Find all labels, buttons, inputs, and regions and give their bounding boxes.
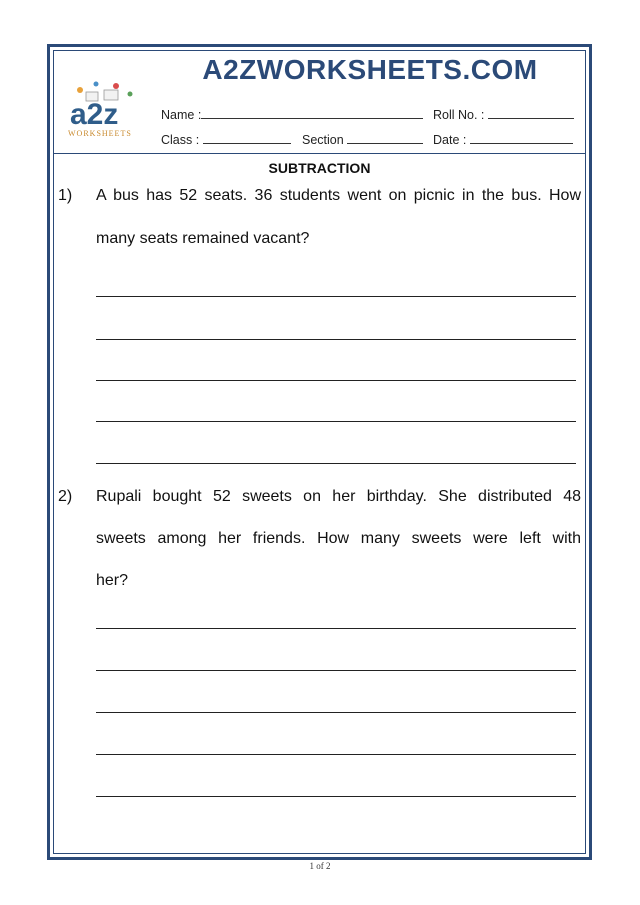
date-field xyxy=(433,131,573,147)
question-1-line-2: many seats remained vacant? xyxy=(96,230,310,247)
date-blank[interactable] xyxy=(470,131,573,144)
class-field xyxy=(161,131,291,147)
date-label: Date : xyxy=(433,133,467,147)
section-field xyxy=(302,131,423,147)
answer-line[interactable] xyxy=(96,296,576,297)
question-1-line-1: A bus has 52 seats. 36 students went on picnic in the bus. How xyxy=(96,187,581,204)
section-blank[interactable] xyxy=(347,131,423,144)
name-label: Name : xyxy=(161,108,202,122)
section-label: Section xyxy=(302,133,344,147)
question-1-number: 1) xyxy=(58,187,73,204)
answer-line[interactable] xyxy=(96,339,576,340)
answer-line[interactable] xyxy=(96,712,576,713)
question-2-line-1: Rupali bought 52 sweets on her birthday. She distributed 48 xyxy=(96,488,581,505)
answer-line[interactable] xyxy=(96,421,576,422)
site-title: A2ZWORKSHEETS.COM xyxy=(202,54,538,85)
question-2-line-2: sweets among her friends. How many sweets were left with xyxy=(96,530,581,547)
answer-line[interactable] xyxy=(96,796,576,797)
page-number: 1 of 2 xyxy=(309,861,331,871)
svg-text:WORKSHEETS: WORKSHEETS xyxy=(68,129,132,138)
roll-field xyxy=(433,106,574,122)
roll-blank[interactable] xyxy=(488,106,574,119)
answer-line[interactable] xyxy=(96,754,576,755)
svg-text:a2z: a2z xyxy=(70,98,119,131)
class-label: Class : xyxy=(161,133,200,147)
answer-line[interactable] xyxy=(96,380,576,381)
name-field xyxy=(161,106,423,122)
a2z-logo-icon xyxy=(60,76,150,142)
answer-line[interactable] xyxy=(96,670,576,671)
worksheet-heading: SUBTRACTION xyxy=(268,160,371,176)
class-blank[interactable] xyxy=(203,131,291,144)
name-blank[interactable] xyxy=(201,106,423,119)
question-2-line-3: her? xyxy=(96,572,129,589)
roll-label: Roll No. : xyxy=(433,108,485,122)
answer-line[interactable] xyxy=(96,463,576,464)
answer-line[interactable] xyxy=(96,628,576,629)
header-divider xyxy=(53,153,586,154)
question-2-number: 2) xyxy=(58,488,73,505)
